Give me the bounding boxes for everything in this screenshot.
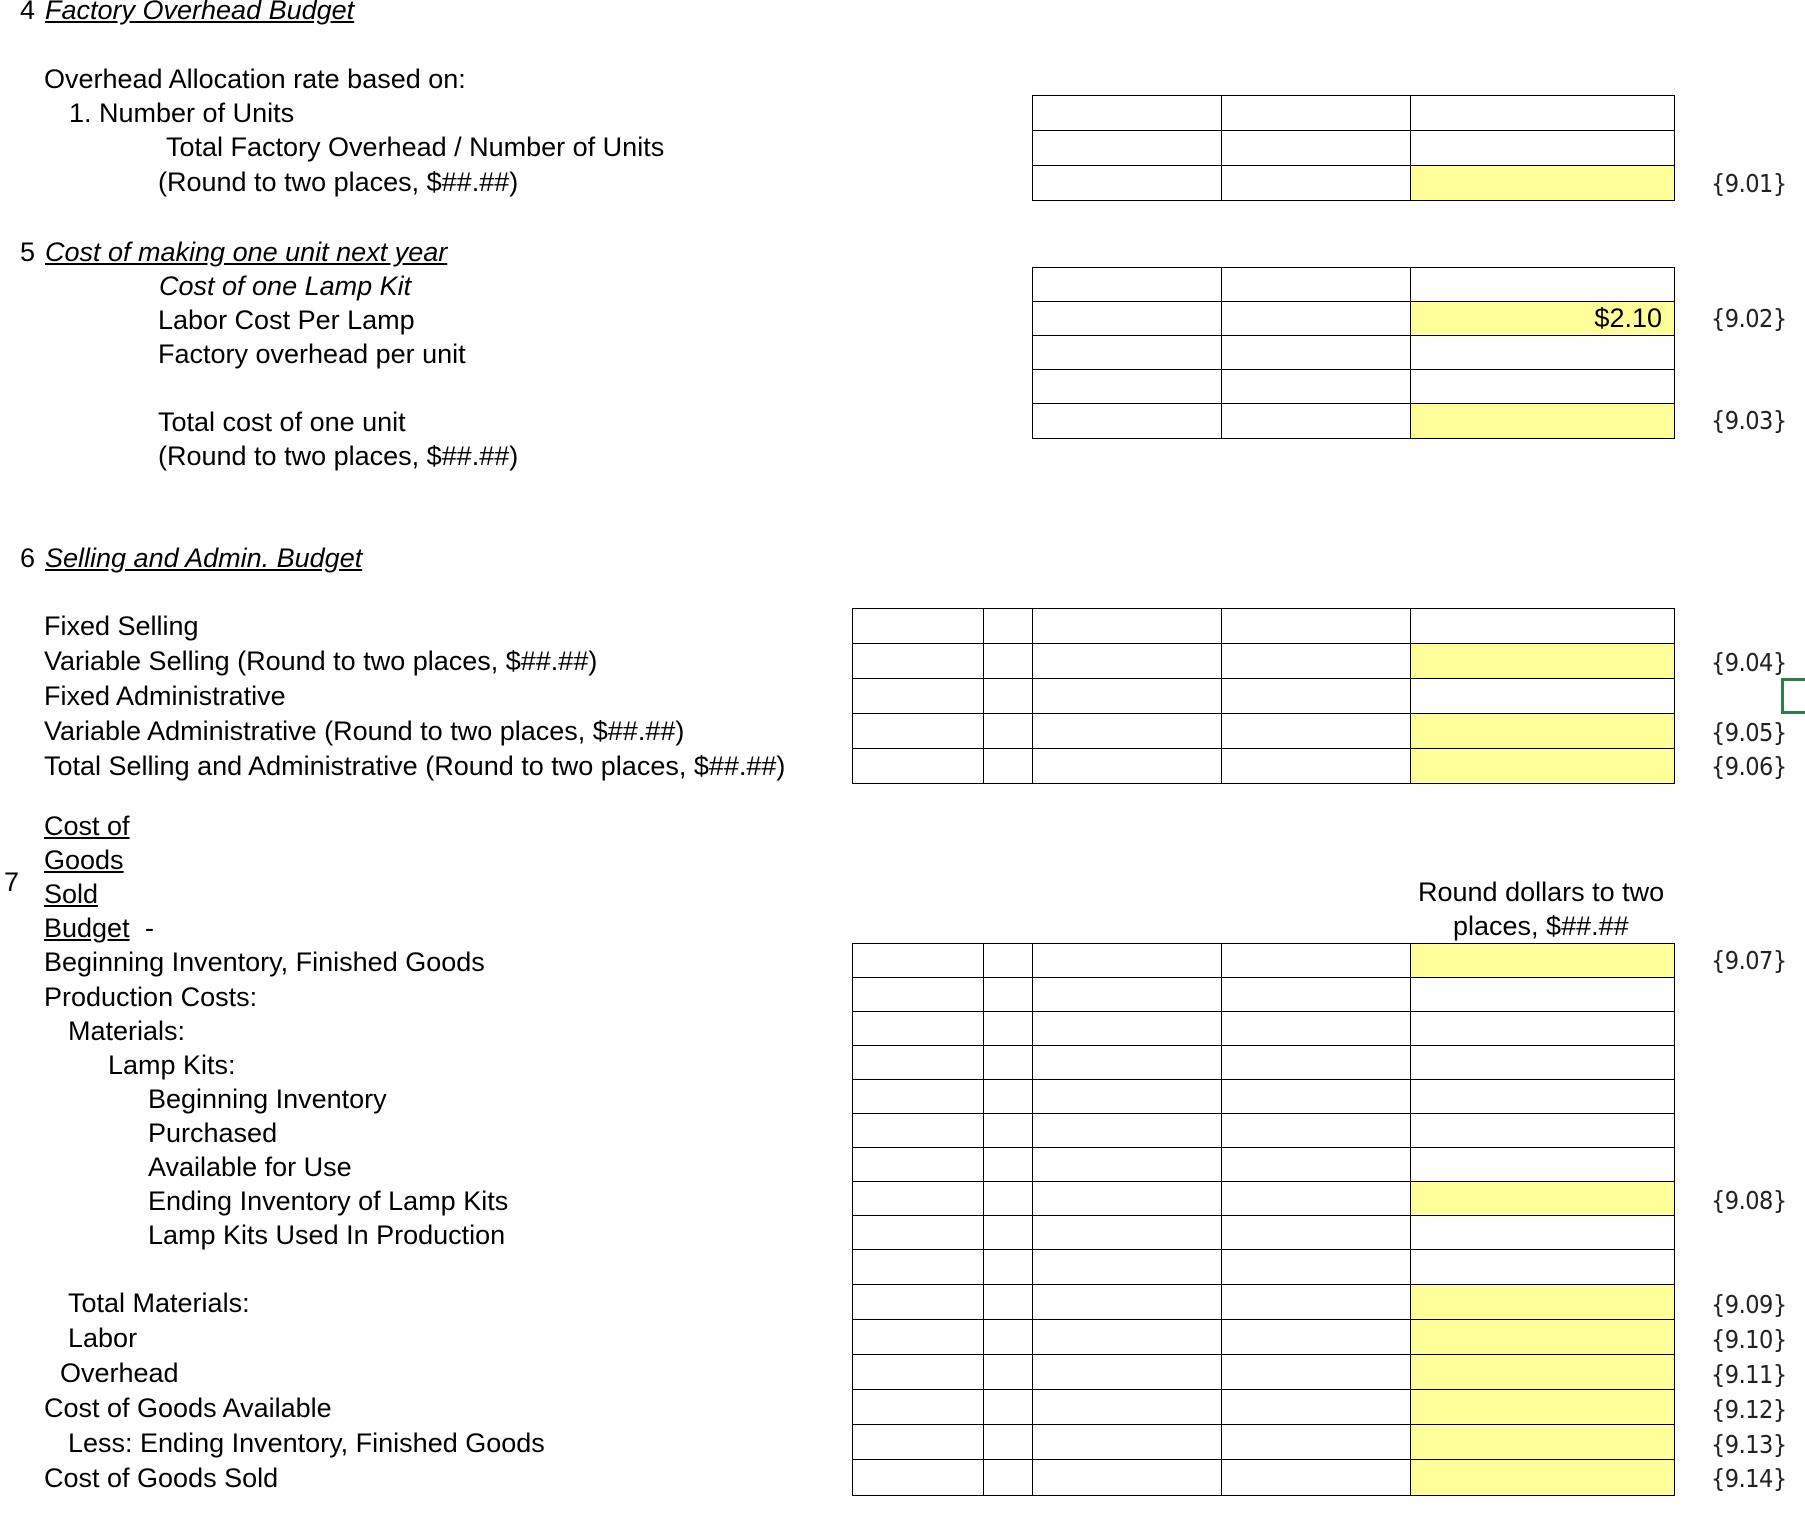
ref-9-09: {9.09}: [1711, 1290, 1787, 1319]
row-materials: Materials:: [68, 1016, 186, 1046]
grid-cell[interactable]: [1032, 130, 1222, 166]
row-purchased: Purchased: [148, 1118, 278, 1148]
grid-cell[interactable]: [1221, 95, 1411, 131]
grid-cell[interactable]: [1410, 335, 1675, 370]
overhead-round-note: (Round to two places, $##.##): [158, 167, 519, 197]
grid-cell[interactable]: [1032, 1113, 1222, 1149]
grid-cell[interactable]: [983, 1249, 1033, 1286]
grid-cell[interactable]: [1032, 1079, 1222, 1115]
grid-cell[interactable]: [983, 713, 1033, 749]
grid-cell[interactable]: [1032, 369, 1222, 404]
grid-cell[interactable]: [1410, 1215, 1675, 1251]
grid-cell[interactable]: [852, 608, 984, 644]
grid-cell[interactable]: [1221, 1181, 1411, 1217]
grid-cell[interactable]: [983, 748, 1033, 784]
grid-cell[interactable]: [1221, 301, 1411, 336]
grid-cell[interactable]: [1221, 678, 1411, 714]
grid-cell[interactable]: [852, 678, 984, 714]
row-fixed-selling: Fixed Selling: [44, 611, 199, 641]
grid-cell[interactable]: [1410, 267, 1675, 302]
grid-cell[interactable]: [852, 748, 984, 784]
section-5-title: Cost of making one unit next year: [45, 237, 448, 267]
grid-cell[interactable]: [983, 1113, 1033, 1149]
grid-cell[interactable]: [1221, 608, 1411, 644]
ref-9-04: {9.04}: [1711, 648, 1787, 677]
grid-cell[interactable]: [852, 1319, 984, 1356]
grid-cell[interactable]: [1410, 1045, 1675, 1081]
grid-cell[interactable]: [983, 1215, 1033, 1251]
row-total-materials: Total Materials:: [68, 1288, 250, 1318]
grid-cell[interactable]: [1221, 267, 1411, 302]
grid-cell[interactable]: [1221, 1424, 1411, 1461]
answer-cell-9-12[interactable]: [1410, 1389, 1675, 1426]
grid-cell[interactable]: [983, 678, 1033, 714]
grid-cell[interactable]: [1221, 1113, 1411, 1149]
grid-cell[interactable]: [852, 1424, 984, 1461]
grid-cell[interactable]: [852, 643, 984, 679]
answer-cell-9-11[interactable]: [1410, 1354, 1675, 1391]
grid-cell[interactable]: [1410, 1011, 1675, 1047]
answer-cell-9-07[interactable]: [1410, 943, 1675, 979]
row-variable-administrative: Variable Administrative (Round to two places, $##.##): [44, 716, 685, 746]
grid-cell[interactable]: [1221, 1045, 1411, 1081]
grid-cell[interactable]: [983, 1079, 1033, 1115]
active-cell-marker: [1781, 678, 1805, 714]
row-labor-cost-per-lamp: Labor Cost Per Lamp: [158, 305, 415, 335]
answer-cell-9-14[interactable]: [1410, 1459, 1675, 1496]
grid-cell[interactable]: [1410, 1249, 1675, 1286]
grid-cell[interactable]: [1410, 369, 1675, 404]
grid-cell[interactable]: [983, 1147, 1033, 1183]
grid-cell[interactable]: [1221, 1284, 1411, 1321]
grid-cell[interactable]: [1032, 301, 1222, 336]
grid-cell[interactable]: [1032, 1249, 1222, 1286]
row-production-costs: Production Costs:: [44, 982, 258, 1012]
row-variable-selling: Variable Selling (Round to two places, $##.##): [44, 646, 598, 676]
grid-cell[interactable]: [1032, 1389, 1222, 1426]
grid-cell[interactable]: [1032, 943, 1222, 979]
grid-cell[interactable]: [1032, 1459, 1222, 1496]
grid-cell[interactable]: [852, 1079, 984, 1115]
section-7-title-line-1: Cost of: [44, 811, 130, 841]
grid-cell[interactable]: [852, 1389, 984, 1426]
grid-cell[interactable]: [852, 977, 984, 1013]
answer-cell-9-06[interactable]: [1410, 748, 1675, 784]
grid-cell[interactable]: [1032, 1147, 1222, 1183]
grid-cell[interactable]: [983, 1011, 1033, 1047]
grid-cell[interactable]: [1221, 403, 1411, 439]
grid-cell[interactable]: [1032, 267, 1222, 302]
row-less-ending-inventory-fg: Less: Ending Inventory, Finished Goods: [68, 1428, 545, 1458]
section-7-title-line-4: Budget: [44, 913, 130, 943]
grid-cell[interactable]: [1221, 1354, 1411, 1391]
grid-cell[interactable]: [1032, 1319, 1222, 1356]
row-cost-of-lamp-kit: Cost of one Lamp Kit: [159, 271, 412, 301]
grid-cell[interactable]: [1410, 1113, 1675, 1149]
section-4-title: Factory Overhead Budget: [45, 0, 355, 25]
section-4-number: 4: [20, 0, 36, 25]
row-fixed-administrative: Fixed Administrative: [44, 681, 286, 711]
grid-cell[interactable]: [1032, 608, 1222, 644]
grid-cell[interactable]: [1221, 1147, 1411, 1183]
grid-cell[interactable]: [852, 1113, 984, 1149]
grid-cell[interactable]: [1032, 1354, 1222, 1391]
row-lamp-kits: Lamp Kits:: [108, 1050, 236, 1080]
answer-cell-9-04[interactable]: [1410, 643, 1675, 679]
ref-9-01: {9.01}: [1711, 169, 1787, 198]
grid-cell[interactable]: [1221, 1011, 1411, 1047]
grid-cell[interactable]: [1032, 748, 1222, 784]
section-5-number: 5: [20, 237, 36, 267]
grid-cell[interactable]: [1032, 713, 1222, 749]
section-6-number: 6: [20, 543, 36, 573]
answer-cell-9-13[interactable]: [1410, 1424, 1675, 1461]
grid-cell[interactable]: [1032, 95, 1222, 131]
grid-cell[interactable]: [1221, 977, 1411, 1013]
grid-cell[interactable]: [1221, 643, 1411, 679]
grid-cell[interactable]: [852, 1249, 984, 1286]
row-labor: Labor: [68, 1323, 138, 1353]
grid-cell[interactable]: [852, 943, 984, 979]
grid-cell[interactable]: [1221, 1079, 1411, 1115]
grid-cell[interactable]: [1032, 1284, 1222, 1321]
grid-cell[interactable]: [1032, 678, 1222, 714]
section-7-number: 7: [4, 867, 20, 897]
row-total-cost-one-unit: Total cost of one unit: [158, 407, 406, 437]
grid-cell[interactable]: [983, 1389, 1033, 1426]
grid-cell[interactable]: [1221, 335, 1411, 370]
grid-cell[interactable]: [1032, 335, 1222, 370]
grid-cell[interactable]: [1221, 713, 1411, 749]
ref-9-03: {9.03}: [1711, 406, 1787, 435]
grid-cell[interactable]: [1221, 1389, 1411, 1426]
ref-9-13: {9.13}: [1711, 1430, 1787, 1459]
grid-cell[interactable]: [1032, 1215, 1222, 1251]
answer-cell-9-05[interactable]: [1410, 713, 1675, 749]
row-total-selling-admin: Total Selling and Administrative (Round to two places, $##.##): [44, 751, 786, 781]
grid-cell[interactable]: [983, 1424, 1033, 1461]
grid-cell[interactable]: [983, 1459, 1033, 1496]
round-header-line-2: places, $##.##: [1453, 911, 1629, 941]
grid-cell[interactable]: [1032, 643, 1222, 679]
ref-9-05: {9.05}: [1711, 718, 1787, 747]
labor-cost-value: $2.10: [1594, 303, 1662, 333]
grid-cell[interactable]: [1032, 977, 1222, 1013]
grid-cell[interactable]: [1410, 95, 1675, 131]
section-6-title: Selling and Admin. Budget: [45, 543, 363, 573]
grid-cell[interactable]: [852, 1045, 984, 1081]
grid-cell[interactable]: [1410, 977, 1675, 1013]
row-factory-overhead-per-unit: Factory overhead per unit: [158, 339, 466, 369]
answer-cell-9-03[interactable]: [1410, 403, 1675, 439]
grid-cell[interactable]: [1410, 1147, 1675, 1183]
ref-9-14: {9.14}: [1711, 1464, 1787, 1493]
round-header-line-1: Round dollars to two: [1418, 877, 1665, 907]
grid-cell[interactable]: [1221, 1459, 1411, 1496]
grid-cell[interactable]: [983, 1045, 1033, 1081]
grid-cell[interactable]: [1032, 1424, 1222, 1461]
grid-cell[interactable]: [1410, 608, 1675, 644]
grid-cell[interactable]: [1221, 1215, 1411, 1251]
grid-cell[interactable]: [852, 713, 984, 749]
row-available-for-use: Available for Use: [148, 1152, 352, 1182]
ref-9-07: {9.07}: [1711, 946, 1787, 975]
answer-cell-9-09[interactable]: [1410, 1284, 1675, 1321]
grid-cell[interactable]: [1032, 1181, 1222, 1217]
grid-cell[interactable]: [1221, 369, 1411, 404]
grid-cell[interactable]: [852, 1354, 984, 1391]
grid-cell[interactable]: [852, 1459, 984, 1496]
answer-cell-9-01[interactable]: [1410, 165, 1675, 201]
ref-9-02: {9.02}: [1711, 304, 1787, 333]
grid-cell[interactable]: [852, 1147, 984, 1183]
grid-cell[interactable]: [983, 1319, 1033, 1356]
grid-cell[interactable]: [983, 1354, 1033, 1391]
row-kits-used-in-production: Lamp Kits Used In Production: [148, 1220, 506, 1250]
overhead-heading: Overhead Allocation rate based on:: [44, 64, 466, 94]
grid-cell[interactable]: [1221, 748, 1411, 784]
grid-cell[interactable]: [852, 1011, 984, 1047]
grid-cell[interactable]: [983, 1181, 1033, 1217]
grid-cell[interactable]: [1221, 1249, 1411, 1286]
answer-cell-9-10[interactable]: [1410, 1319, 1675, 1356]
grid-cell[interactable]: [1221, 165, 1411, 201]
grid-cell[interactable]: [852, 1284, 984, 1321]
grid-cell[interactable]: [852, 1215, 984, 1251]
grid-cell[interactable]: [983, 608, 1033, 644]
grid-cell[interactable]: [983, 943, 1033, 979]
grid-cell[interactable]: [852, 1181, 984, 1217]
row-cost-of-goods-available: Cost of Goods Available: [44, 1393, 332, 1423]
ref-9-06: {9.06}: [1711, 752, 1787, 781]
grid-cell[interactable]: [1032, 1011, 1222, 1047]
ref-9-08: {9.08}: [1711, 1186, 1787, 1215]
grid-cell[interactable]: [983, 977, 1033, 1013]
overhead-item-number-of-units: 1. Number of Units: [69, 98, 295, 128]
overhead-formula: Total Factory Overhead / Number of Units: [166, 132, 665, 162]
section-7-title-line-3: Sold: [44, 879, 99, 909]
row-beginning-inventory-kits: Beginning Inventory: [148, 1084, 387, 1114]
section-7-title-line-2: Goods: [44, 845, 124, 875]
ref-9-10: {9.10}: [1711, 1325, 1787, 1354]
grid-cell[interactable]: [1221, 943, 1411, 979]
grid-cell[interactable]: [1410, 130, 1675, 166]
row-beginning-inventory-fg: Beginning Inventory, Finished Goods: [44, 947, 485, 977]
grid-cell[interactable]: [1410, 1079, 1675, 1115]
section-5-round-note: (Round to two places, $##.##): [158, 441, 519, 471]
answer-cell-9-02[interactable]: [1410, 301, 1675, 336]
grid-cell[interactable]: [1221, 1319, 1411, 1356]
ref-9-12: {9.12}: [1711, 1395, 1787, 1424]
grid-cell[interactable]: [1032, 165, 1222, 201]
grid-cell[interactable]: [983, 643, 1033, 679]
grid-cell[interactable]: [1032, 1045, 1222, 1081]
section-7-title-dash: -: [145, 913, 154, 943]
row-cost-of-goods-sold: Cost of Goods Sold: [44, 1463, 279, 1493]
grid-cell[interactable]: [1032, 403, 1222, 439]
ref-9-11: {9.11}: [1711, 1360, 1787, 1389]
grid-cell[interactable]: [1221, 130, 1411, 166]
row-overhead: Overhead: [60, 1358, 179, 1388]
row-ending-inventory-kits: Ending Inventory of Lamp Kits: [148, 1186, 509, 1216]
answer-cell-9-08[interactable]: [1410, 1181, 1675, 1217]
grid-cell[interactable]: [1410, 678, 1675, 714]
grid-cell[interactable]: [983, 1284, 1033, 1321]
